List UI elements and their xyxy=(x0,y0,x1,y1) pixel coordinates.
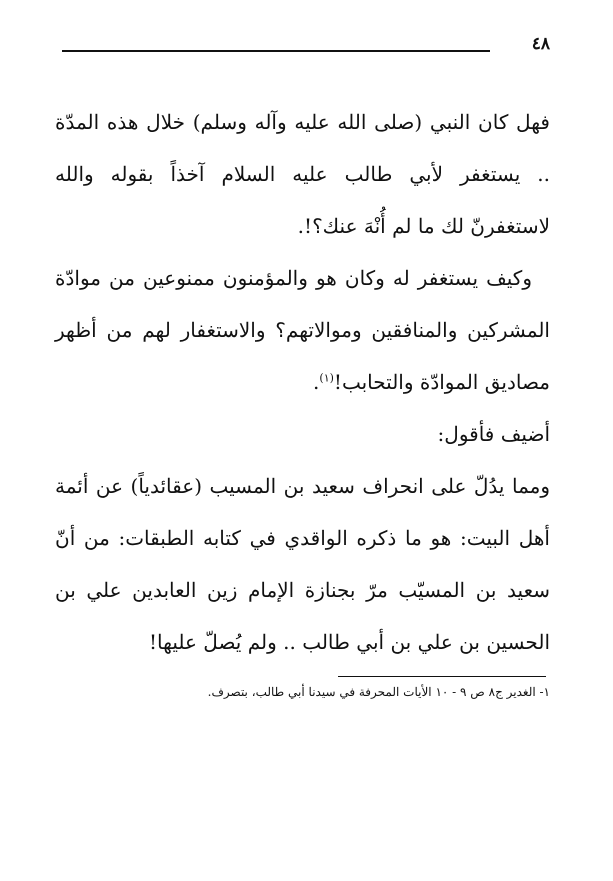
paragraph-2-text: وكيف يستغفر له وكان هو والمؤمنون ممنوعين من موادّة المشركين والمنافقين وموالاتهم؟ والاستغفار لهم من أظهر مصاديق الموادّة والتحابب! xyxy=(55,266,550,394)
paragraph-3: أضيف فأقول: xyxy=(437,422,550,446)
paragraph-1: فهل كان النبي (صلى الله عليه وآله وسلم) خلال هذه المدّة .. يستغفر لأبي طالب عليه السلام آخذاً بقوله والله لاستغفرنّ لك ما لم أُنْهَ عنك؟!. xyxy=(55,110,550,238)
paragraph-4: ومما يدُلّ على انحراف سعيد بن المسيب (عقائدياً) عن أئمة أهل البيت: هو ما ذكره الواقدي في كتابه الطبقات: من أنّ سعيد بن المسيّب مرّ بجنازة الإمام زين العابدين علي بن الحسين بن علي بن أبي طالب .. ولم يُصلّ عليها! xyxy=(55,474,550,654)
footnote: ١- الغدير ج٨ ص ٩ - ١٠ الأيات المحرفة في سيدنا أبي طالب، بتصرف. xyxy=(207,685,550,699)
main-text xyxy=(55,96,550,668)
footnote-reference: (١) xyxy=(319,371,334,385)
page-number: ٤٨ xyxy=(531,34,550,54)
header-rule xyxy=(62,50,490,52)
paragraph-2: وكيف يستغفر له وكان هو والمؤمنون ممنوعين من موادّة المشركين والمنافقين وموالاتهم؟ والاستغفار لهم من أظهر مصاديق الموادّة والتحابب!$^{(١)}$. xyxy=(55,266,550,394)
footnote-rule xyxy=(338,676,546,677)
